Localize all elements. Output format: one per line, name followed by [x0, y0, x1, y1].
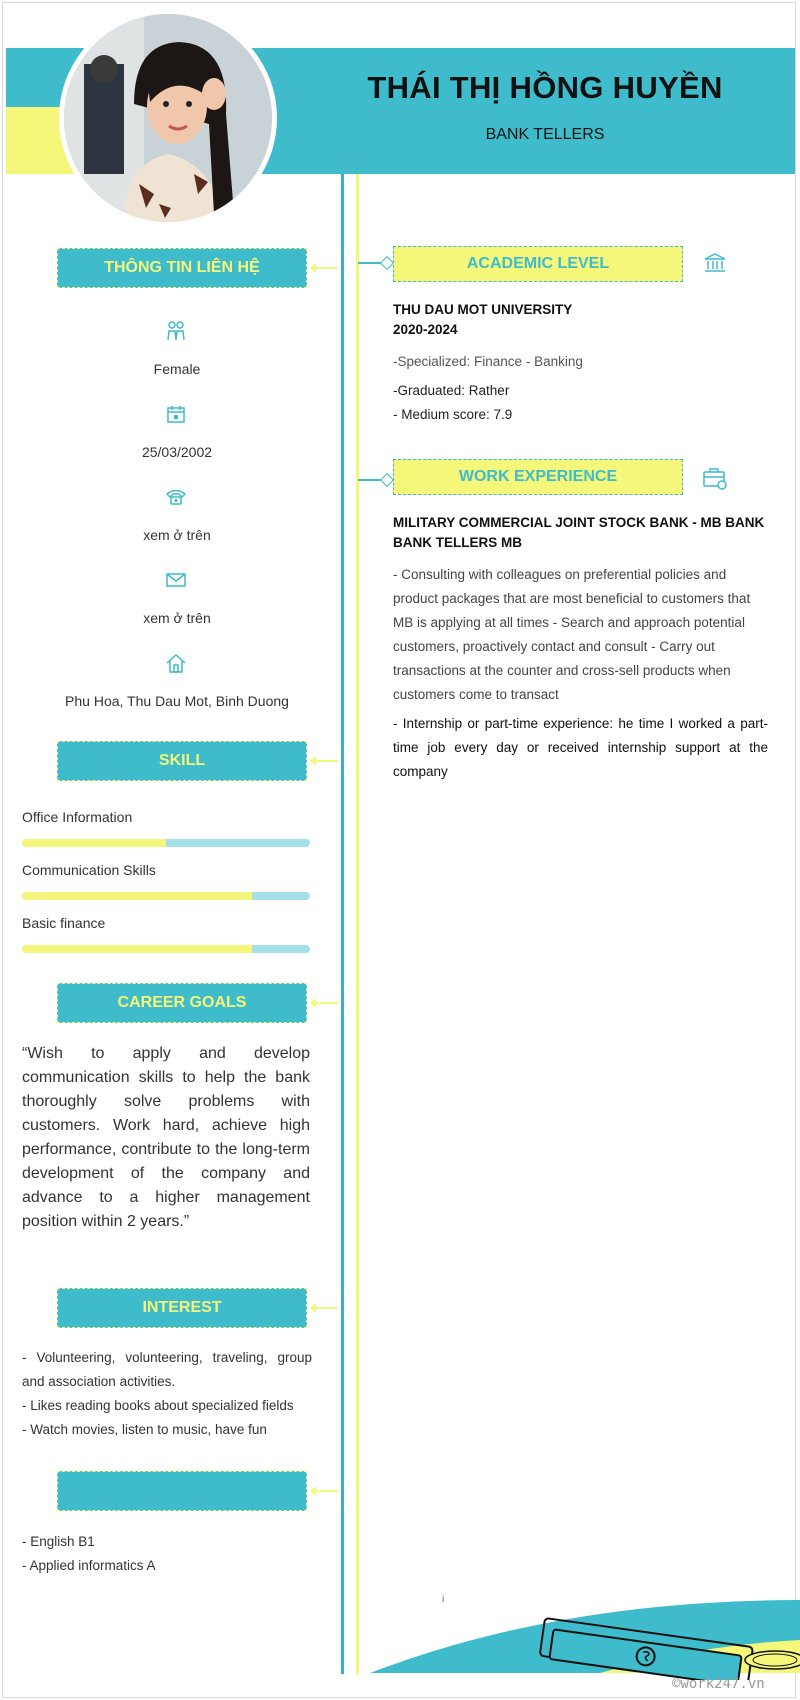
birthdate-text: 25/03/2002 [141, 444, 213, 460]
email-icon [165, 569, 187, 591]
work-connector [358, 479, 390, 481]
skill-heading: SKILL [57, 741, 307, 781]
skill-connector [312, 760, 338, 762]
academic-score: - Medium score: 7.9 [393, 407, 513, 422]
avatar-photo [64, 14, 272, 222]
timeline-blue-line [341, 174, 344, 1674]
phone-text: xem ở trên [143, 527, 211, 543]
coin-icon [745, 1651, 800, 1669]
gender-text: Female [153, 361, 201, 377]
candidate-role: BANK TELLERS [485, 126, 605, 143]
skill-bar-fill [22, 839, 166, 847]
skill-bar [22, 839, 310, 847]
contact-heading: THÔNG TIN LIÊN HỆ [57, 248, 307, 288]
certificate-item: - English B1 [22, 1534, 95, 1549]
home-icon [165, 652, 187, 674]
career-goals-heading: CAREER GOALS [57, 983, 307, 1023]
phone-icon [165, 486, 187, 508]
interest-item: - Likes reading books about specialized fields [22, 1398, 294, 1413]
footer-wave [0, 1580, 800, 1680]
skill-bar-fill [22, 945, 252, 953]
academic-specialized: -Specialized: Finance - Banking [393, 354, 583, 369]
briefcase-icon [702, 465, 728, 491]
certificate-item: - Applied informatics A [22, 1558, 156, 1573]
work-heading: WORK EXPERIENCE [393, 459, 683, 495]
school-name: THU DAU MOT UNIVERSITY [393, 302, 573, 317]
academic-connector [358, 262, 390, 264]
skill-bar [22, 945, 310, 953]
watermark: ©work247.vn [672, 1676, 765, 1692]
gender-icon [165, 320, 187, 342]
interest-connector [312, 1307, 338, 1309]
skill-bar-fill [22, 892, 252, 900]
work-internship: - Internship or part-time experience: he time I worked a part-time job every day or received internship support at the company [393, 716, 768, 779]
skill-label: Basic finance [22, 915, 106, 931]
certificates-heading [57, 1471, 307, 1511]
certificates-connector [312, 1490, 338, 1492]
work-position: BANK TELLERS MB [393, 535, 522, 550]
interest-item: - Watch movies, listen to music, have fun [22, 1422, 267, 1437]
email-text: xem ở trên [143, 610, 211, 626]
work-description: - Consulting with colleagues on preferential policies and product packages that are most beneficial to customers that MB is applying at all times - Search and approach potential customers, proactively contact and consult - Carry out transactions at the counter and cross-sell products when customers come to transact [393, 567, 751, 702]
skill-label: Office Information [22, 809, 133, 825]
avatar [64, 14, 272, 222]
address-text: Phu Hoa, Thu Dau Mot, Binh Duong [65, 693, 289, 709]
skill-bar [22, 892, 310, 900]
interest-item: - Volunteering, volunteering, traveling, group and association activities. [22, 1350, 312, 1389]
candidate-name: THÁI THỊ HỒNG HUYỀN [367, 70, 723, 105]
contact-connector [312, 267, 338, 269]
timeline-yellow-line [356, 174, 359, 1674]
footer-mark: i [442, 1594, 445, 1605]
company-name: MILITARY COMMERCIAL JOINT STOCK BANK - MB BANK [393, 515, 765, 530]
bank-building-icon [702, 251, 728, 277]
academic-heading: ACADEMIC LEVEL [393, 246, 683, 282]
career-goals-text: “Wish to apply and develop communication skills to help the bank thoroughly solve problems with customers. Work hard, achieve high performance, contribute to the long-term development of the company and advance to a higher management position within 2 years.” [22, 1045, 310, 1230]
calendar-icon [165, 403, 187, 425]
skill-label: Communication Skills [22, 862, 156, 878]
school-years: 2020-2024 [393, 322, 458, 337]
academic-graduated: -Graduated: Rather [393, 383, 510, 398]
interest-heading: INTEREST [57, 1288, 307, 1328]
career-goals-connector [312, 1002, 338, 1004]
